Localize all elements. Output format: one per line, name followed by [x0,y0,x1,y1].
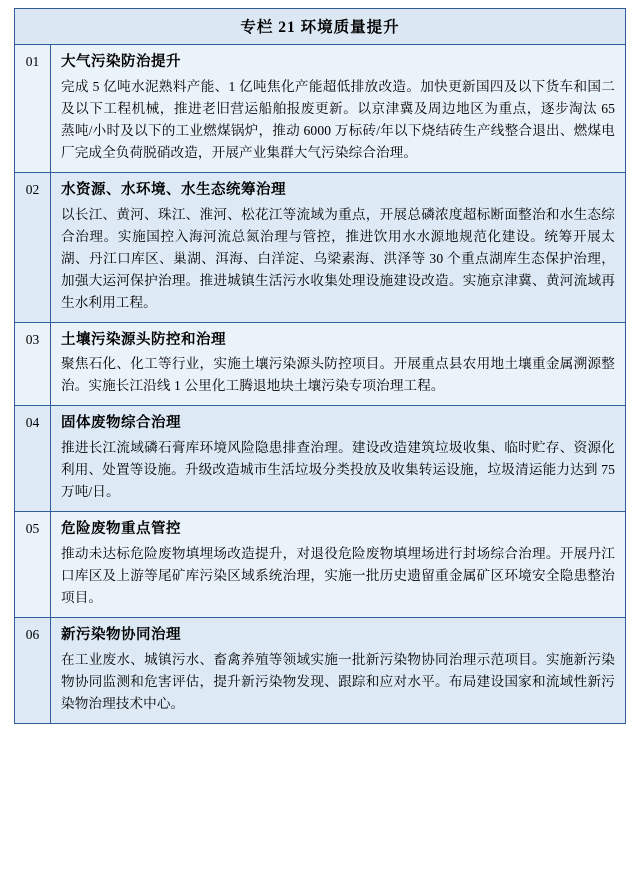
row-number: 02 [15,173,51,322]
row-number: 04 [15,406,51,511]
item-body: 推动未达标危险废物填埋场改造提升，对退役危险废物填埋场进行封场综合治理。开展丹江口库区及上游等尾矿库污染区域系统治理，实施一批历史遗留重金属矿区环境安全隐患整治项目。 [61,545,615,605]
item-title: 大气污染防治提升 [61,54,181,70]
row-number: 06 [15,618,51,723]
item-body: 推进长江流域磷石膏库环境风险隐患排查治理。建设改造建筑垃圾收集、临时贮存、资源化利用、处置等设施。升级改造城市生活垃圾分类投放及收集转运设施，垃圾清运能力达到 75 万吨/日。 [61,440,615,500]
table-row [15,45,625,173]
row-content [51,323,625,406]
feature-box-table [14,8,626,724]
row-content [51,618,625,723]
row-number: 03 [15,323,51,406]
item-body: 完成 5 亿吨水泥熟料产能、1 亿吨焦化产能超低排放改造。加快更新国四及以下货车和国二及以下工程机械，推进老旧营运船舶报废更新。以京津冀及周边地区为重点，逐步淘汰 65 蒸吨/小时及以下的工业燃煤锅炉，推动 6000 万标砖/年以下烧结砖生产线整合退出、燃煤电厂完成全负荷脱硝改造，开展产业集群大气污染综合治理。 [61,78,615,160]
table-row [15,618,625,723]
table-row [15,323,625,407]
table-row [15,173,625,323]
item-title: 水资源、水环境、水生态统筹治理 [61,181,286,198]
document-page [0,8,640,877]
item-title: 土壤污染源头防控和治理 [61,331,226,348]
row-number: 01 [15,45,51,172]
row-number: 05 [15,512,51,617]
row-content [51,45,625,172]
item-title: 固体废物综合治理 [61,415,181,432]
row-content [51,173,625,322]
item-body: 在工业废水、城镇污水、畜禽养殖等领域实施一批新污染物协同治理示范项目。实施新污染物协同监测和危害评估，提升新污染物发现、跟踪和应对水平。布局建设国家和流域性新污染物治理技术中心。 [61,651,615,711]
table-title: 专栏 21 环境质量提升 [15,9,625,45]
item-title: 新污染物协同治理 [61,627,181,644]
table-row [15,512,625,618]
item-title: 危险废物重点管控 [61,521,181,538]
row-content [51,512,625,617]
table-row [15,406,625,512]
item-body: 聚焦石化、化工等行业，实施土壤污染源头防控项目。开展重点县农用地土壤重金属溯源整治。实施长江沿线 1 公里化工腾退地块土壤污染专项治理工程。 [61,356,615,394]
item-body: 以长江、黄河、珠江、淮河、松花江等流域为重点，开展总磷浓度超标断面整治和水生态综合治理。实施国控入海河流总氮治理与管控，推进饮用水水源地规范化建设。统筹开展太湖、丹江口库区、巢湖、洱海、白洋淀、乌梁素海、洪泽等 30 个重点湖库生态保护治理，加强大运河保护治理。推进城镇生活污水收集处理设施建设改造。实施京津冀、黄河流域再生水利用工程。 [61,206,615,310]
row-content [51,406,625,511]
